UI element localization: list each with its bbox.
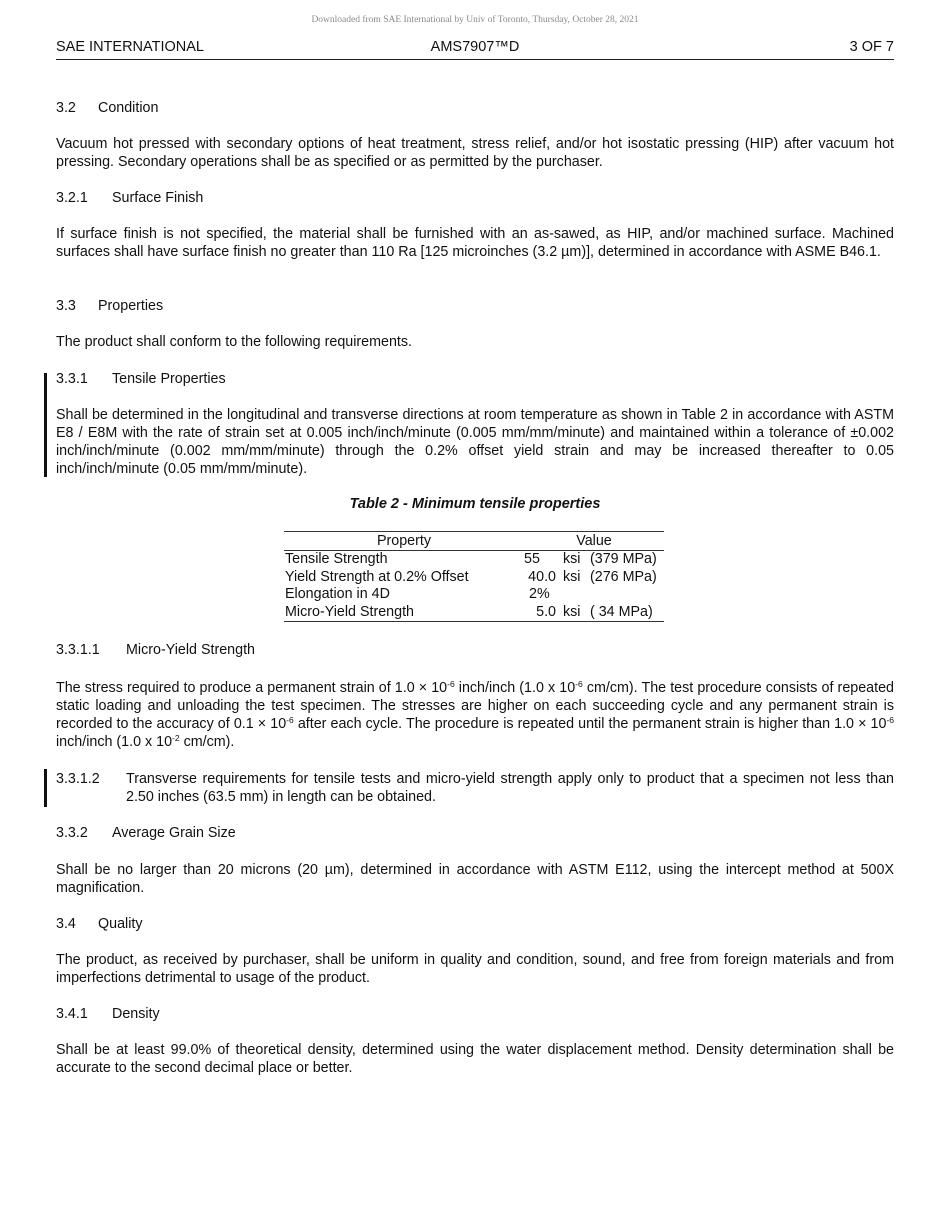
- section-number: 3.2: [56, 100, 76, 116]
- section-title: Condition: [98, 100, 159, 116]
- download-watermark: Downloaded from SAE International by Univ of Toronto, Thursday, October 28, 2021: [311, 15, 639, 25]
- density-paragraph: Shall be at least 99.0% of theoretical density, determined using the water displacement method. Density determination shall be accurate to the second decimal place or better.: [56, 1042, 894, 1076]
- value-cell: 2%: [529, 586, 550, 603]
- table-caption: Table 2 - Minimum tensile properties: [349, 496, 601, 512]
- condition-paragraph: Vacuum hot pressed with secondary options of heat treatment, stress relief, and/or hot isostatic pressing (HIP) after vacuum hot pressing. Secondary operations shall be as specified or as permitted by the purchaser.: [56, 136, 894, 170]
- section-title: Micro-Yield Strength: [126, 642, 255, 658]
- micro-yield-paragraph: [56, 679, 894, 751]
- exponent: -6: [575, 679, 583, 689]
- exponent: -6: [286, 715, 294, 725]
- section-number: 3.3.1: [56, 371, 88, 387]
- section-number: 3.4.1: [56, 1006, 88, 1022]
- grain-size-paragraph: Shall be no larger than 20 microns (20 µm), determined in accordance with ASTM E112, using the intercept method at 500X magnification.: [56, 862, 894, 896]
- metric-cell: (379 MPa): [590, 551, 657, 567]
- value-cell: 40.0: [528, 568, 556, 585]
- value-cell: 55: [524, 551, 540, 567]
- table-header-row: [284, 532, 664, 551]
- section-title: Average Grain Size: [112, 825, 236, 841]
- table-row: [284, 604, 664, 622]
- revision-change-bar: [44, 373, 47, 477]
- section-heading-3-3-1-1: [56, 641, 255, 659]
- property-cell: Yield Strength at 0.2% Offset: [285, 568, 469, 585]
- quality-paragraph: The product, as received by purchaser, shall be uniform in quality and condition, sound, and free from foreign materials and from imperfections detrimental to usage of the product.: [56, 952, 894, 986]
- exponent: -2: [172, 733, 180, 743]
- metric-cell: ( 34 MPa): [590, 603, 653, 620]
- section-title: Density: [112, 1006, 160, 1022]
- text-run: after each cycle. The procedure is repeated until the permanent strain is higher than 1.0 × 10: [293, 716, 887, 732]
- header-page-number: 3 OF 7: [849, 39, 894, 55]
- section-number: 3.3.2: [56, 825, 88, 841]
- property-cell: Tensile Strength: [285, 551, 388, 567]
- exponent: -6: [447, 679, 455, 689]
- property-cell: Micro-Yield Strength: [285, 603, 414, 620]
- exponent: -6: [886, 715, 894, 725]
- section-number-3-3-1-2: [56, 770, 100, 788]
- section-heading-3-2-1: [56, 189, 203, 207]
- tensile-properties-table: [284, 531, 664, 622]
- column-header-property: Property: [376, 533, 432, 549]
- section-heading-3-3-1: [56, 370, 226, 388]
- section-number: 3.3.1.2: [56, 771, 100, 787]
- tensile-properties-paragraph: Shall be determined in the longitudinal and transverse directions at room temperature as shown in Table 2 in accordance with ASTM E8 / E8M with the rate of strain set at 0.005 inch/inch/minute (0.005 mm/mm/minute) and maintained within a tolerance of ±0.002 inch/inch/minute (0.002 mm/mm/minute) through the 0.2% offset yield strain and may be increased thereafter to 0.05 inch/inch/minute (0.05 mm/mm/minute).: [56, 407, 894, 477]
- surface-finish-paragraph: If surface finish is not specified, the material shall be furnished with an as-sawed, as HIP, and/or machined surface. Machined surfaces shall have surface finish no greater than 110 Ra [125 microinches (3.2 µm)], determined in accordance with ASME B46.1.: [56, 226, 894, 260]
- column-header-value: Value: [576, 533, 612, 549]
- text-run: inch/inch (1.0 x 10: [454, 680, 576, 696]
- properties-paragraph: The product shall conform to the following requirements.: [56, 334, 413, 350]
- running-header: [56, 39, 894, 60]
- section-heading-3-3-2: [56, 824, 236, 842]
- unit-cell: ksi: [563, 551, 581, 567]
- property-cell: Elongation in 4D: [285, 586, 390, 603]
- text-run: cm/cm).: [179, 734, 235, 750]
- table-row: [284, 569, 664, 587]
- unit-cell: ksi: [563, 603, 581, 620]
- section-title: Surface Finish: [112, 190, 204, 206]
- section-number: 3.3.1.1: [56, 642, 100, 658]
- section-heading-3-4: [56, 915, 143, 933]
- section-heading-3-3: [56, 297, 163, 315]
- section-title: Tensile Properties: [112, 371, 226, 387]
- section-heading-3-4-1: [56, 1005, 160, 1023]
- table-row: [284, 551, 664, 569]
- header-document-number: AMS7907™D: [430, 39, 520, 55]
- metric-cell: (276 MPa): [590, 568, 657, 585]
- text-run: The stress required to produce a permanent strain of 1.0 × 10: [56, 680, 448, 696]
- value-cell: 5.0: [536, 603, 556, 620]
- section-number: 3.4: [56, 916, 76, 932]
- unit-cell: ksi: [563, 568, 581, 585]
- section-title: Quality: [98, 916, 143, 932]
- section-title: Properties: [98, 298, 164, 314]
- section-number: 3.2.1: [56, 190, 88, 206]
- revision-change-bar: [44, 769, 47, 807]
- section-heading-3-2: [56, 99, 158, 117]
- table-row: [284, 586, 664, 604]
- text-run: cm/cm). The test procedure consists of repeated static loading and unloading the test specimen. The stresses are higher on each succeeding cycle and any permanent strain is recorded to the accuracy of 0.1 × 10: [56, 680, 894, 732]
- text-run: inch/inch (1.0 x 10: [56, 734, 173, 750]
- section-number: 3.3: [56, 298, 76, 314]
- transverse-requirements-paragraph: Transverse requirements for tensile tests and micro-yield strength apply only to product that a specimen not less than 2.50 inches (63.5 mm) in length can be obtained.: [126, 771, 894, 805]
- header-organization: SAE INTERNATIONAL: [56, 39, 204, 55]
